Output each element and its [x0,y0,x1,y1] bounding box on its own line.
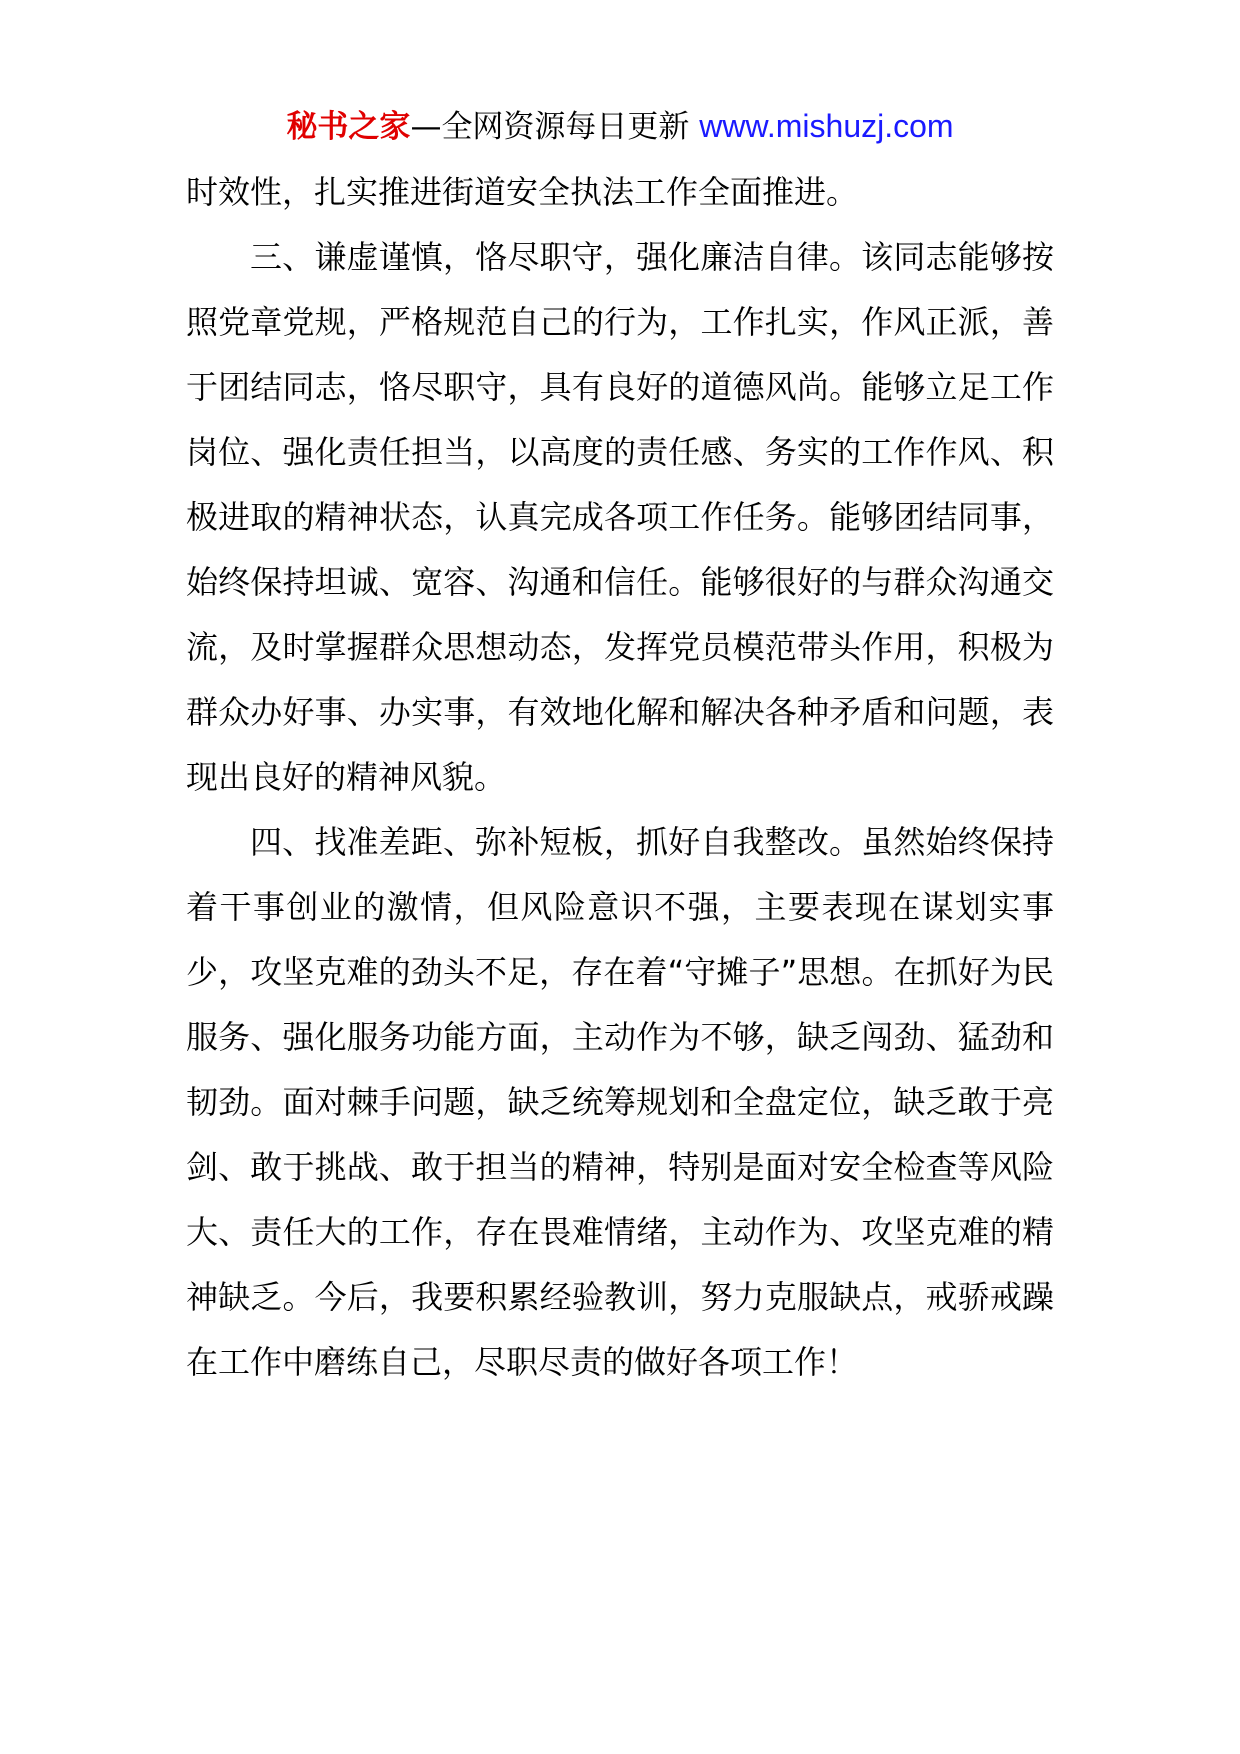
document-body [186,160,1054,1395]
continuation-paragraph: 时效性，扎实推进街道安全执法工作全面推进。 [186,173,859,211]
brand-name: 秘书之家 [286,109,411,145]
section-four-paragraph: 四、找准差距、弥补短板，抓好自我整改。虽然始终保持着干事创业的激情，但风险意识不强，主要表现在谋划实事少，攻坚克难的劲头不足，存在着“守摊子”思想。在抓好为民服务、强化服务功能方面，主动作为不够，缺乏闯劲、猛劲和韧劲。面对棘手问题，缺乏统筹规划和全盘定位，缺乏敢于亮剑、敢于挑战、敢于担当的精神，特别是面对安全检查等风险大、责任大的工作，存在畏难情绪，主动作为、攻坚克难的精神缺乏。今后，我要积累经验教训，努力克服缺点，戒骄戒躁在工作中磨练自己，尽职尽责的做好各项工作！ [186,823,1054,1381]
website-url: www.mishuzj.com [699,108,954,144]
header-slogan: —全网资源每日更新 [410,109,690,145]
page-header [0,96,1240,157]
section-three-paragraph: 三、谦虚谨慎，恪尽职守，强化廉洁自律。该同志能够按照党章党规，严格规范自己的行为，工作扎实，作风正派，善于团结同志，恪尽职守，具有良好的道德风尚。能够立足工作岗位、强化责任担当，以高度的责任感、务实的工作作风、积极进取的精神状态，认真完成各项工作任务。能够团结同事，始终保持坦诚、宽容、沟通和信任。能够很好的与群众沟通交流，及时掌握群众思想动态，发挥党员模范带头作用，积极为群众办好事、办实事，有效地化解和解决各种矛盾和问题，表现出良好的精神风貌。 [186,238,1054,796]
